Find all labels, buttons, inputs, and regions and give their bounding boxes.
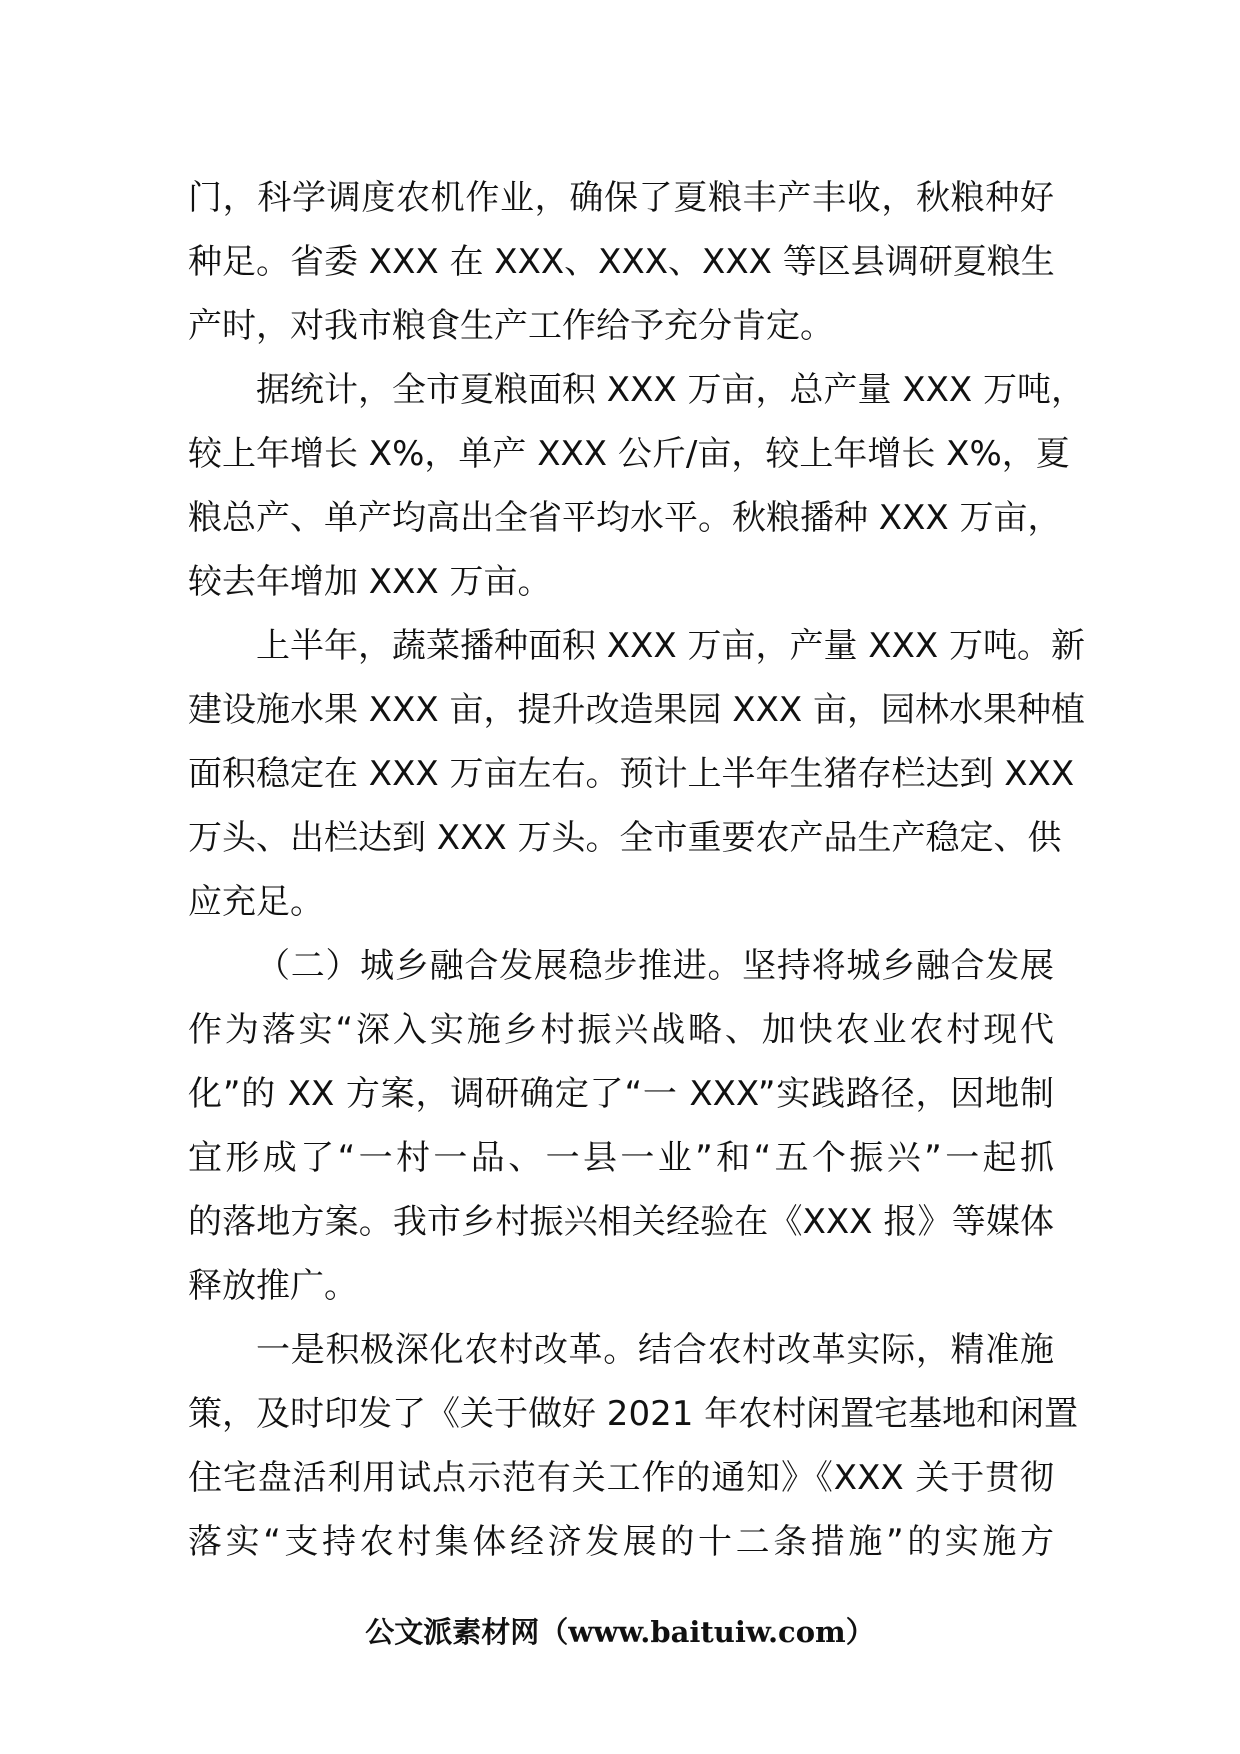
paragraph-line: 的落地方案。我市乡村振兴相关经验在《XXX 报》等媒体 [188,1202,1054,1242]
paragraph-line: 化”的 XX 方案，调研确定了“一 XXX”实践路径，因地制 [188,1074,1054,1114]
paragraph-line: 上半年，蔬菜播种面积 XXX 万亩，产量 XXX 万吨。新 [256,626,1085,666]
paragraph-line: 策，及时印发了《关于做好 2021 年农村闲置宅基地和闲置 [188,1394,1079,1434]
paragraph-line: 一是积极深化农村改革。结合农村改革实际，精准施 [256,1330,1054,1370]
paragraph-line: 据统计，全市夏粮面积 XXX 万亩，总产量 XXX 万吨， [256,370,1085,410]
paragraph-line: （二）城乡融合发展稳步推进。坚持将城乡融合发展 [256,946,1054,986]
paragraph-line: 产时，对我市粮食生产工作给予充分肯定。 [188,306,834,346]
paragraph-line: 落实“支持农村集体经济发展的十二条措施”的实施方 [188,1522,1054,1562]
paragraph-line: 面积稳定在 XXX 万亩左右。预计上半年生猪存栏达到 XXX [188,754,1075,794]
paragraph-line: 宜形成了“一村一品、一县一业”和“五个振兴”一起抓 [188,1138,1054,1178]
paragraph-line: 粮总产、单产均高出全省平均水平。秋粮播种 XXX 万亩， [188,498,1062,538]
paragraph-line: 住宅盘活利用试点示范有关工作的通知》《XXX 关于贯彻 [188,1458,1054,1498]
paragraph-line: 建设施水果 XXX 亩，提升改造果园 XXX 亩，园林水果种植 [188,690,1085,730]
paragraph-line: 门，科学调度农机作业，确保了夏粮丰产丰收，秋粮种好 [188,178,1054,218]
paragraph-line: 作为落实“深入实施乡村振兴战略、加快农业农村现代 [188,1010,1054,1050]
paragraph-line: 种足。省委 XXX 在 XXX、XXX、XXX 等区县调研夏粮生 [188,242,1055,282]
paragraph-line: 万头、出栏达到 XXX 万头。全市重要农产品生产稳定、供 [188,818,1062,858]
paragraph-line: 释放推广。 [188,1266,358,1306]
paragraph-line: 较去年增加 XXX 万亩。 [188,562,552,602]
paragraph-line: 应充足。 [188,882,324,922]
document-body [188,166,1085,1574]
paragraph-line: 较上年增长 X%，单产 XXX 公斤/亩，较上年增长 X%，夏 [188,434,1070,474]
footer-watermark: 公文派素材网（www.baituiw.com） [365,1615,875,1649]
